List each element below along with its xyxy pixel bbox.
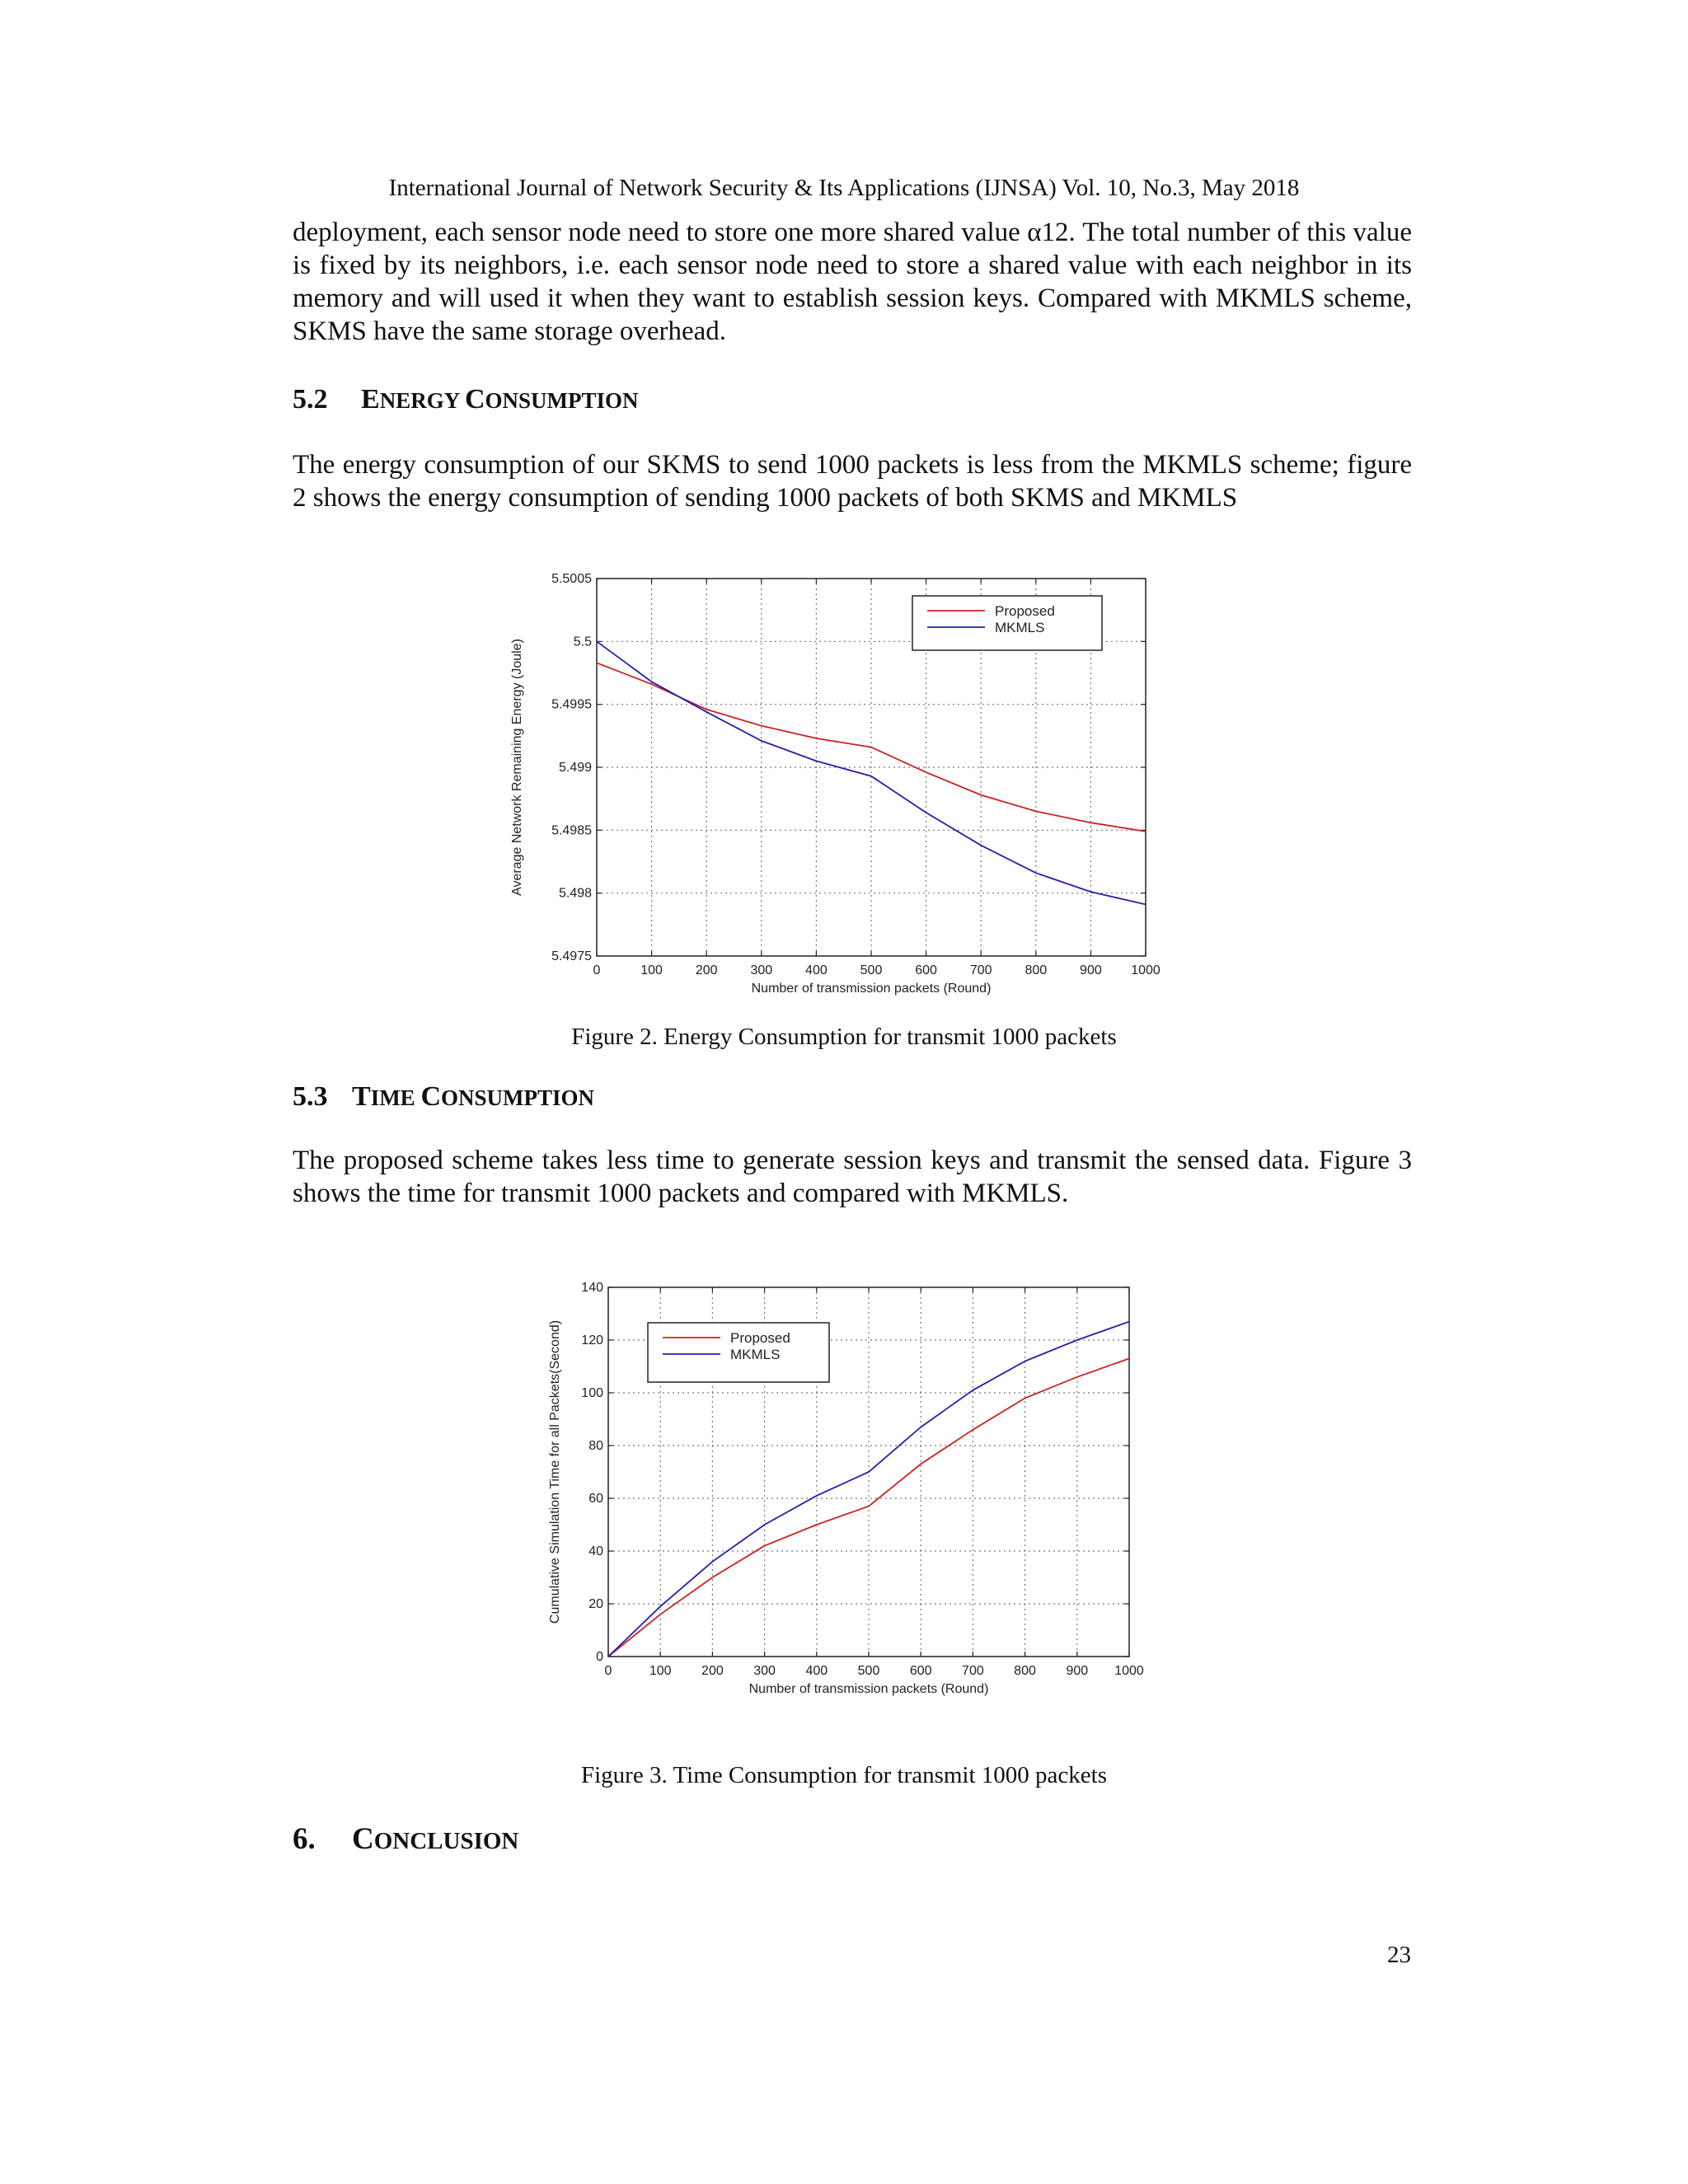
x-tick-label: 900	[1080, 963, 1102, 977]
x-tick-label: 400	[805, 1664, 828, 1678]
x-tick-label: 800	[1014, 1664, 1036, 1678]
y-tick-label: 120	[581, 1333, 603, 1347]
y-axis-label: Cumulative Simulation Time for all Packets(Second)	[548, 1319, 562, 1624]
x-tick-label: 900	[1066, 1664, 1089, 1678]
series-line-proposed	[608, 1358, 1129, 1657]
y-tick-label: 80	[588, 1439, 603, 1453]
y-tick-label: 0	[596, 1650, 603, 1664]
y-tick-label: 60	[588, 1492, 603, 1506]
x-tick-label: 500	[860, 963, 883, 977]
x-tick-label: 1000	[1131, 963, 1160, 977]
section-heading-5-2	[293, 384, 639, 415]
legend-label-mkmls: MKMLS	[995, 620, 1045, 635]
x-tick-label: 800	[1025, 963, 1048, 977]
y-tick-label: 5.499	[558, 761, 592, 775]
energy-consumption-chart	[495, 560, 1170, 997]
section-heading-5-3	[293, 1081, 594, 1113]
legend-label-mkmls: MKMLS	[730, 1347, 781, 1362]
page-number: 23	[1387, 1942, 1411, 1968]
section-title: TIME CONSUMPTION	[352, 1081, 595, 1112]
x-axis-label: Number of transmission packets (Round)	[748, 1682, 989, 1696]
y-tick-label: 140	[581, 1281, 603, 1295]
x-tick-label: 0	[604, 1664, 612, 1678]
x-tick-label: 600	[909, 1664, 932, 1678]
time-consumption-chart	[528, 1261, 1170, 1731]
legend-label-proposed: Proposed	[995, 603, 1055, 619]
x-tick-label: 200	[695, 963, 718, 977]
y-tick-label: 20	[588, 1597, 603, 1611]
x-tick-label: 300	[750, 963, 773, 977]
figure-3-caption: Figure 3. Time Consumption for transmit 1000 packets	[581, 1762, 1107, 1788]
x-tick-label: 400	[805, 963, 828, 977]
y-tick-label: 100	[581, 1386, 603, 1400]
x-tick-label: 100	[649, 1664, 672, 1678]
x-tick-label: 200	[701, 1664, 724, 1678]
section-number: 6.	[293, 1822, 316, 1856]
section-number: 5.2	[293, 384, 328, 415]
journal-header: International Journal of Network Security & Its Applications (IJNSA) Vol. 10, No.3, May 2018	[388, 175, 1300, 201]
y-tick-label: 5.5005	[551, 572, 592, 586]
x-tick-label: 300	[753, 1664, 776, 1678]
x-tick-label: 0	[593, 963, 601, 977]
section-number: 5.3	[293, 1081, 328, 1112]
y-tick-label: 5.4975	[551, 949, 592, 963]
y-tick-label: 40	[588, 1544, 603, 1558]
x-tick-label: 100	[640, 963, 663, 977]
x-axis-label: Number of transmission packets (Round)	[751, 982, 992, 996]
section-title: CONCLUSION	[352, 1822, 519, 1856]
section-title: ENERGY CONSUMPTION	[361, 384, 639, 415]
x-tick-label: 700	[969, 963, 992, 977]
paragraph-storage-overhead: deployment, each sensor node need to store one more shared value α12. The total number of this value is fixed by its neighbors, i.e. each sensor node need to store a shared value with each neighbor in its memory and will used it when they want to establish session keys. Compared with MKMLS scheme, SKMS have the same storage overhead.	[293, 218, 1412, 346]
x-tick-label: 500	[857, 1664, 880, 1678]
y-tick-label: 5.4995	[551, 697, 592, 712]
figure-2-caption: Figure 2. Energy Consumption for transmit 1000 packets	[571, 1024, 1117, 1050]
y-tick-label: 5.4985	[551, 823, 592, 838]
legend-label-proposed: Proposed	[730, 1330, 790, 1346]
x-tick-label: 700	[962, 1664, 984, 1678]
section-heading-6	[293, 1821, 518, 1857]
y-tick-label: 5.498	[558, 886, 592, 901]
y-axis-label: Average Network Remaining Energy (Joule)	[510, 639, 524, 896]
x-tick-label: 600	[915, 963, 937, 977]
x-tick-label: 1000	[1114, 1664, 1144, 1678]
paragraph-time: The proposed scheme takes less time to generate session keys and transmit the sensed data. Figure 3 shows the time for transmit 1000 packets and compared with MKMLS.	[293, 1146, 1412, 1208]
y-tick-label: 5.5	[573, 635, 592, 649]
paragraph-energy: The energy consumption of our SKMS to send 1000 packets is less from the MKMLS scheme; figure 2 shows the energy consumption of sending 1000 packets of both SKMS and MKMLS	[293, 450, 1412, 513]
